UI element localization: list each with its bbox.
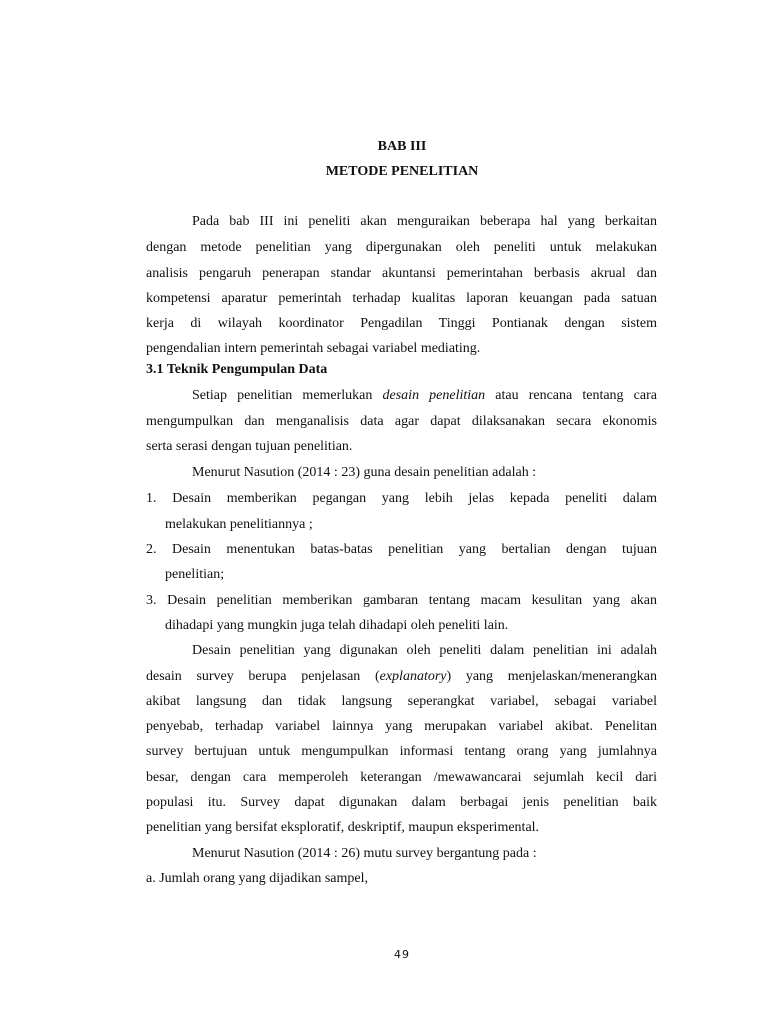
list-item-continuation: penelitian; <box>165 567 225 582</box>
text-line: besar, dengan cara memperoleh keterangan /mewawancarai sejumlah kecil dari <box>146 770 657 785</box>
text-span: desain survey berupa penjelasan ( <box>146 669 380 684</box>
text-span: ) yang menjelaskan/menerangkan <box>446 669 657 684</box>
text-span: atau rencana tentang cara <box>485 388 657 403</box>
list-item-continuation: melakukan penelitiannya ; <box>165 517 313 532</box>
text-line: Desain penelitian yang digunakan oleh peneliti dalam penelitian ini adalah <box>192 643 657 658</box>
text-line: penyebab, terhadap variabel lainnya yang merupakan variabel akibat. Penelitan <box>146 719 657 734</box>
page-number: 49 <box>394 948 410 961</box>
text-line: analisis pengaruh penerapan standar akuntansi pemerintahan berbasis akrual dan <box>146 266 657 281</box>
list-item: a. Jumlah orang yang dijadikan sampel, <box>146 871 368 886</box>
text-line <box>192 388 657 404</box>
text-line: kompetensi aparatur pemerintah terhadap kualitas laporan keuangan pada satuan <box>146 291 657 306</box>
text-line: dengan metode penelitian yang dipergunakan oleh peneliti untuk melakukan <box>146 240 657 255</box>
chapter-number: BAB III <box>377 139 427 154</box>
section-heading: 3.1 Teknik Pengumpulan Data <box>146 362 328 377</box>
text-line: Menurut Nasution (2014 : 23) guna desain penelitian adalah : <box>192 465 537 480</box>
text-span: Setiap penelitian memerlukan <box>192 388 383 403</box>
text-line <box>146 669 657 685</box>
text-line: Menurut Nasution (2014 : 26) mutu survey bergantung pada : <box>192 846 537 861</box>
list-item: 3. Desain penelitian memberikan gambaran tentang macam kesulitan yang akan <box>146 593 657 608</box>
text-line: survey bertujuan untuk mengumpulkan informasi tentang orang yang jumlahnya <box>146 744 657 759</box>
text-line: kerja di wilayah koordinator Pengadilan Tinggi Pontianak dengan sistem <box>146 316 657 331</box>
list-item-continuation: dihadapi yang mungkin juga telah dihadapi oleh peneliti lain. <box>165 618 509 633</box>
text-line: mengumpulkan dan menganalisis data agar dapat dilaksanakan secara ekonomis <box>146 414 657 429</box>
text-line: pengendalian intern pemerintah sebagai variabel mediating. <box>146 341 481 356</box>
text-line: populasi itu. Survey dapat digunakan dalam berbagai jenis penelitian baik <box>146 795 657 810</box>
italic-term: explanatory <box>379 669 447 684</box>
list-item: 2. Desain menentukan batas-batas penelitian yang bertalian dengan tujuan <box>146 542 657 557</box>
chapter-title: METODE PENELITIAN <box>325 164 479 179</box>
list-item: 1. Desain memberikan pegangan yang lebih jelas kepada peneliti dalam <box>146 491 657 506</box>
text-line: Pada bab III ini peneliti akan menguraikan beberapa hal yang berkaitan <box>192 214 657 229</box>
text-line: akibat langsung dan tidak langsung seperangkat variabel, sebagai variabel <box>146 694 657 709</box>
text-line: serta serasi dengan tujuan penelitian. <box>146 439 353 454</box>
italic-term: desain penelitian <box>382 388 486 403</box>
text-line: penelitian yang bersifat eksploratif, deskriptif, maupun eksperimental. <box>146 820 540 835</box>
